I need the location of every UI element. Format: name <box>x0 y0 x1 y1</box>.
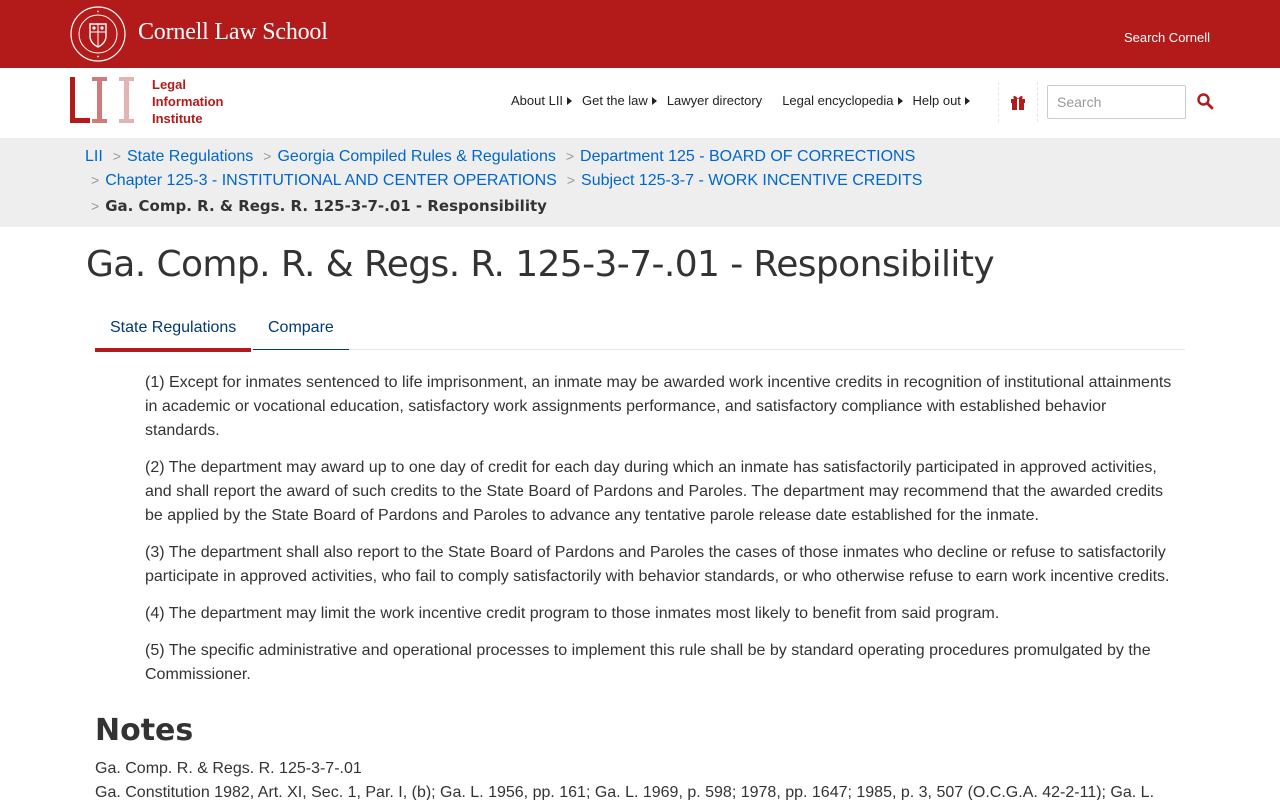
notes-heading: Notes <box>95 713 194 748</box>
nav-label: Legal encyclopedia <box>782 93 894 108</box>
breadcrumb-chapter-125-3[interactable]: Chapter 125-3 - INSTITUTIONAL AND CENTER OPERATIONS <box>105 172 557 189</box>
caret-right-icon <box>898 97 903 105</box>
nav-get-the-law[interactable] <box>582 93 657 108</box>
notes-authority: Ga. Constitution 1982, Art. XI, Sec. 1, Par. I, (b); Ga. L. 1956, pp. 161; Ga. L. 1969, p. 598; 1978, pp. 1647; 1985, p. 3, 507 (O.C.G.A. 42-2-11); Ga. L. <box>95 784 1155 800</box>
breadcrumb-subject-125-3-7[interactable]: Subject 125-3-7 - WORK INCENTIVE CREDITS <box>581 172 923 189</box>
cornell-law-school-title[interactable]: Cornell Law School <box>138 19 328 45</box>
breadcrumb-lii[interactable]: LII <box>85 148 103 165</box>
nav-label: About LII <box>511 93 564 108</box>
breadcrumb-row-3 <box>81 197 547 216</box>
nav-label: Help out <box>912 93 961 108</box>
breadcrumb-state-regulations[interactable]: State Regulations <box>126 148 254 165</box>
page-title: Ga. Comp. R. & Regs. R. 125-3-7-.01 - Responsibility <box>86 244 995 285</box>
paragraph-2: (2) The department may award up to one day of credit for each day during which an inmate has satisfactorily participated in approved activities, and shall report the award of such credits to the State Board of Pardons and Paroles. The department may recommend that the awarded credits be applied by the State Board of Pardons and Paroles to advance any tentative parole release date established for the inmate. <box>145 459 1164 524</box>
regulation-text <box>145 371 1180 700</box>
paragraph-5: (5) The specific administrative and operational processes to implement this rule shall be by standard operating procedures promulgated by the Commissioner. <box>145 642 1151 683</box>
logo-line-legal: Legal <box>152 77 186 92</box>
breadcrumb <box>0 138 1280 227</box>
caret-right-icon <box>652 97 657 105</box>
paragraph-1: (1) Except for inmates sentenced to life imprisonment, an inmate may be awarded work incentive credits in recognition of institutional attainments in academic or vocational education, satisfactory work assignments performance, and satisfactory compliance with established behavior standards. <box>145 374 1172 439</box>
breadcrumb-separator: > <box>91 172 100 188</box>
lii-logo-icon[interactable] <box>70 77 142 123</box>
breadcrumb-department-125[interactable]: Department 125 - BOARD OF CORRECTIONS <box>580 148 916 165</box>
nav-about-lii[interactable] <box>511 93 572 108</box>
tab-bar <box>95 306 1185 350</box>
breadcrumb-row-1 <box>85 148 915 166</box>
donate-button[interactable] <box>998 82 1038 122</box>
nav-help-out[interactable] <box>913 93 970 108</box>
breadcrumb-georgia-rules[interactable]: Georgia Compiled Rules & Regulations <box>277 148 556 165</box>
breadcrumb-separator: > <box>112 148 121 164</box>
notes-citation: Ga. Comp. R. & Regs. R. 125-3-7-.01 <box>95 760 362 777</box>
search-input[interactable] <box>1047 85 1186 119</box>
breadcrumb-separator: > <box>565 148 575 164</box>
nav-legal-encyclopedia[interactable] <box>782 93 902 108</box>
nav-label: Get the law <box>582 93 648 108</box>
tab-state-regulations[interactable]: State Regulations <box>95 306 251 352</box>
cornell-seal-icon[interactable] <box>70 6 126 62</box>
logo-line-institute: Institute <box>152 111 203 126</box>
paragraph-4: (4) The department may limit the work incentive credit program to those inmates most likely to benefit from said program. <box>145 605 1000 622</box>
caret-right-icon <box>965 97 970 105</box>
breadcrumb-current: Ga. Comp. R. & Regs. R. 125-3-7-.01 - Responsibility <box>105 197 547 215</box>
cornell-top-bar <box>0 0 1280 68</box>
breadcrumb-row-2 <box>81 172 922 190</box>
breadcrumb-separator: > <box>91 198 100 214</box>
main-nav <box>511 93 980 108</box>
paragraph-3: (3) The department shall also report to the State Board of Pardons and Paroles the cases of those inmates who decline or refuse to satisfactorily participate in approved activities, who fail to comply satisfactorily with behavior standards, or who otherwise refuse to earn work incentive credits. <box>145 544 1170 585</box>
tab-compare[interactable]: Compare <box>253 306 349 350</box>
logo-line-information: Information <box>152 94 224 109</box>
breadcrumb-separator: > <box>566 172 576 188</box>
breadcrumb-separator: > <box>263 148 272 164</box>
lii-logo-text[interactable] <box>152 76 224 127</box>
search-icon[interactable] <box>1196 92 1214 110</box>
nav-label: Lawyer directory <box>666 93 763 108</box>
gift-icon <box>1010 94 1026 110</box>
search-cornell-link[interactable]: Search Cornell <box>1124 30 1210 45</box>
caret-right-icon <box>567 97 572 105</box>
nav-lawyer-directory[interactable] <box>667 93 762 108</box>
site-header <box>0 68 1280 138</box>
